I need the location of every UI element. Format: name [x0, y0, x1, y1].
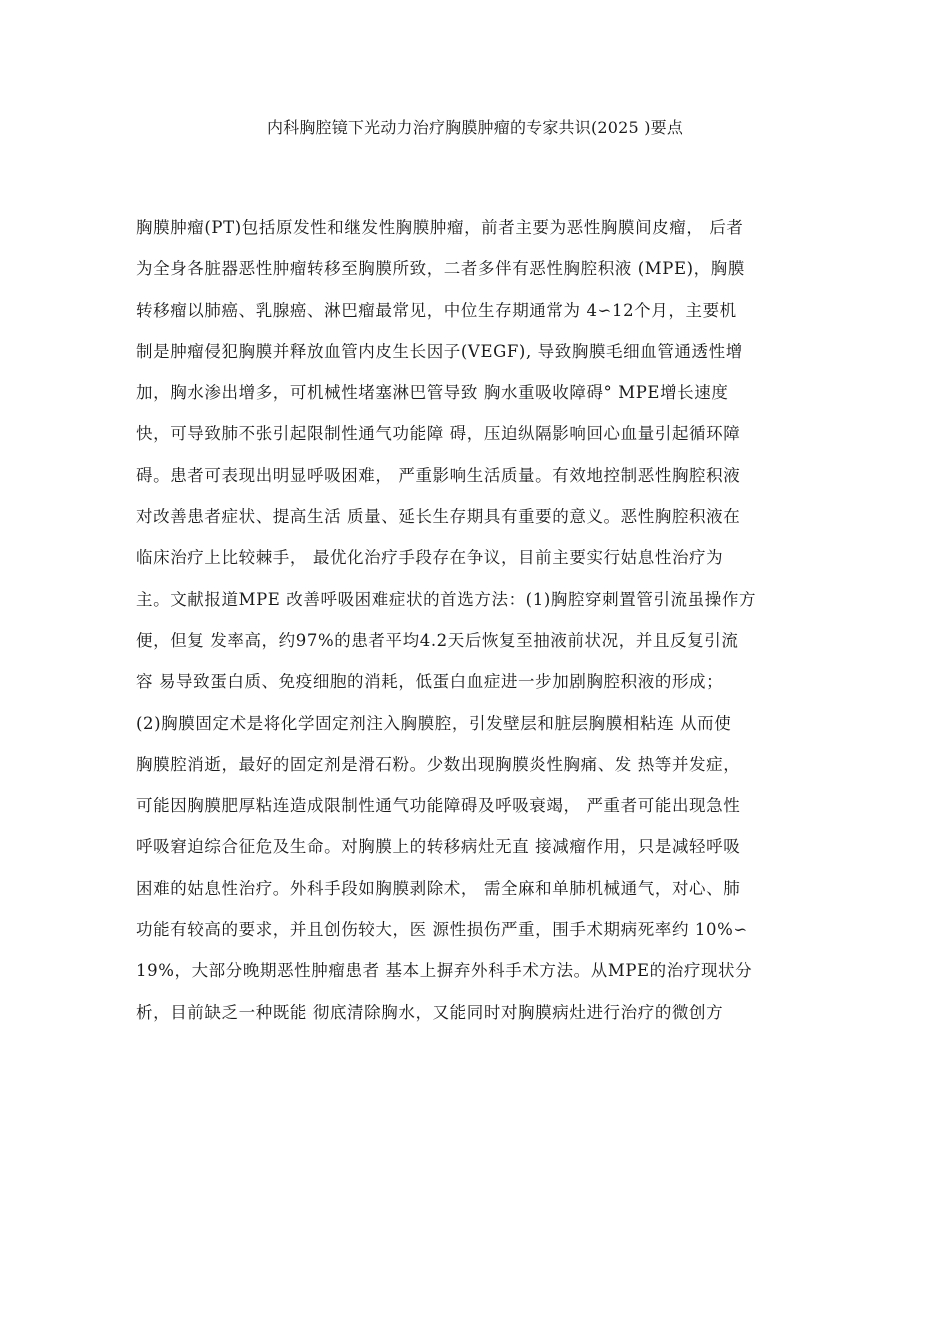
body-line: 胸膜腔消逝，最好的固定剂是滑石粉。少数出现胸膜炎性胸痛、发 热等并发症，: [136, 754, 741, 774]
body-line: 可能因胸膜肥厚粘连造成限制性通气功能障碍及呼吸衰竭， 严重者可能出现急性: [136, 796, 741, 816]
body-line: 困难的姑息性治疗。外科手段如胸膜剥除术， 需全麻和单肺机械通气，对心、肺: [136, 878, 741, 898]
body-line: 碍。患者可表现出明显呼吸困难， 严重影响生活质量。有效地控制恶性胸腔积液: [136, 465, 741, 485]
body-line: 制是肿瘤侵犯胸膜并释放血管内皮生长因子(VEGF), 导致胸膜毛细血管通透性增: [136, 341, 743, 361]
body-line: 转移瘤以肺癌、乳腺癌、淋巴瘤最常见，中位生存期通常为 4∽12个月，主要机: [136, 300, 737, 320]
body-line: 功能有较高的要求，并且创伤较大，医 源性损伤严重，围手术期病死率约 10%∽: [136, 920, 748, 940]
document-title: 内科胸腔镜下光动力治疗胸膜肿瘤的专家共识(2025 )要点: [266, 118, 684, 137]
body-line: 为全身各脏器恶性肿瘤转移至胸膜所致，二者多伴有恶性胸腔积液 (MPE)，胸膜: [136, 259, 745, 279]
body-line: 主。文献报道MPE 改善呼吸困难症状的首选方法：(1)胸腔穿刺置管引流虽操作方: [136, 589, 757, 609]
body-line: 19%，大部分晚期恶性肿瘤患者 基本上摒弃外科手术方法。从MPE的治疗现状分: [136, 961, 753, 981]
body-line: 析，目前缺乏一种既能 彻底清除胸水，又能同时对胸膜病灶进行治疗的微创方: [136, 1002, 724, 1022]
body-line: 便，但复 发率高，约97%的患者平均4.2天后恢复至抽液前状况，并且反复引流: [136, 630, 739, 650]
body-line: 呼吸窘迫综合征危及生命。对胸膜上的转移病灶无直 接减瘤作用，只是减轻呼吸: [136, 837, 741, 857]
body-line: 胸膜肿瘤(PT)包括原发性和继发性胸膜肿瘤，前者主要为恶性胸膜间皮瘤， 后者: [136, 218, 744, 237]
document-body: [136, 207, 836, 1033]
body-line: 对改善患者症状、提高生活 质量、延长生存期具有重要的意义。恶性胸腔积液在: [136, 507, 741, 527]
body-line: 临床治疗上比较棘手， 最优化治疗手段存在争议，目前主要实行姑息性治疗为: [136, 548, 724, 568]
body-line: (2)胸膜固定术是将化学固定剂注入胸膜腔，引发壁层和脏层胸膜相粘连 从而使: [136, 713, 732, 733]
body-line: 快，可导致肺不张引起限制性通气功能障 碍，压迫纵隔影响回心血量引起循环障: [136, 424, 741, 444]
body-line: 加，胸水渗出增多，可机械性堵塞淋巴管导致 胸水重吸收障碍° MPE增长速度: [136, 383, 729, 403]
body-line: 容 易导致蛋白质、免疫细胞的消耗，低蛋白血症进一步加剧胸腔积液的形成；: [136, 672, 724, 692]
